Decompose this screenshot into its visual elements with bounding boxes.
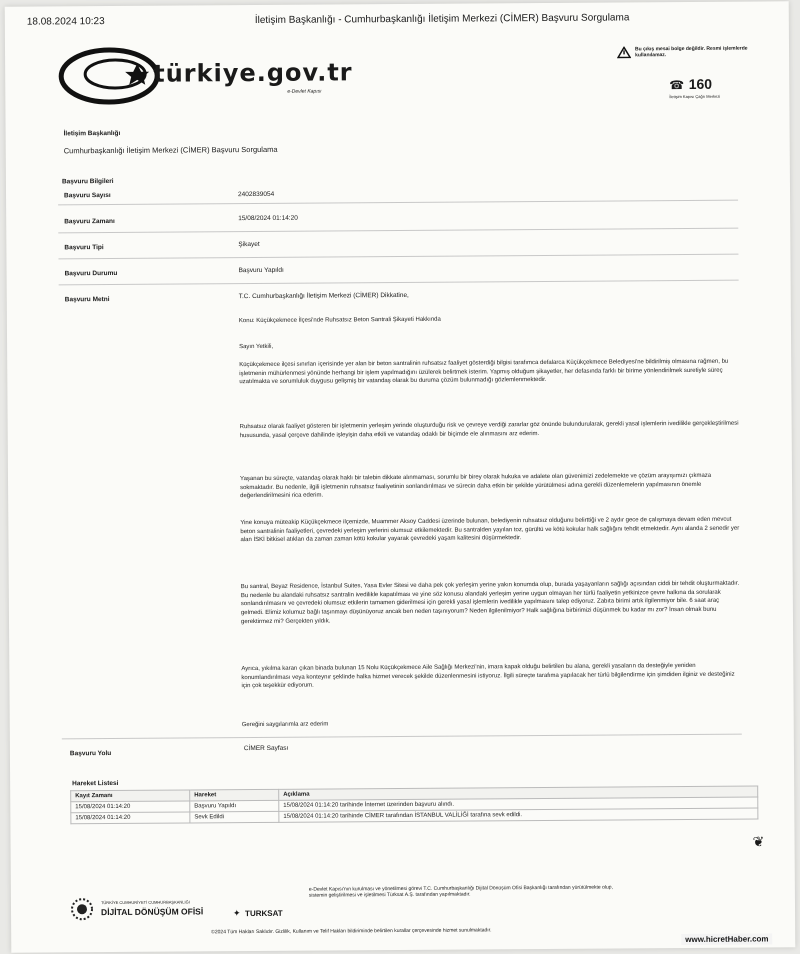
message-paragraph: Bu santral, Beyaz Residence, İstanbul Suites, Yasa Evler Sitesi ve daha pek çok yerleşim yerine yakın konumda olup, burada yaşayanların sağlığı açısından ciddi bir tehdit oluşturmaktadır. Bu nedenle bu alandaki ruhsatsız santralin ivedilikle kapatılması ve yine söz konusu alandaki yerleşim yerine uygun olmayan her türlü faaliyetin yetkinizce çevre halkına da sorularak sonlandırılmasını ve çevredeki olumsuz etkilerin tamamen giderilmesi için gerekli yasal işlemlerin ivedilikle yapılmasını talep ediyoruz. Zabıta birimi artık ilgilenmiyor bile. 6 saat araç gelmedi. Elimiz kolumuz bağlı taşınmayı düşünüyoruz ancak ben neden taşınıyorum? Neden ilgilenilmiyor? Halk sağlığına birbirimizi düşünmek bu kadar mı zor? İnsan olmak bunu gerektirmez mi? Gerçekten yıldık.: [240, 580, 740, 625]
phone-icon: ☎: [669, 78, 685, 93]
footer-info: [309, 883, 761, 898]
footer-info-line: e-Devlet Kapısı'nın kurulması ve yönetilmesi görevi T.C. Cumhurbaşkanlığı Dijital Dönüşüm Ofisi Başkanlığı tarafından yürütülmekte olup,: [308, 884, 613, 893]
print-page-title: İletişim Başkanlığı - Cumhurbaşkanlığı İletişim Merkezi (CİMER) Başvuru Sorgulama: [254, 12, 630, 27]
warning-text: Bu çıkış mesai bolge değildir. Resmi işlemlerde kullanılamaz.: [634, 45, 748, 59]
message-paragraph: Küçükçekmece ilçesi sınırları içerisinde yer alan bir beton santralinin ruhsatsız faaliyet gösterdiği bilgisi tarafımca defalarca Küçükçekmece Belediyesi'ne bildirilmiş olmasına rağmen, bu işletmenin mühürlenmesi yönünde herhangi bir işlem yapılmadığını üzülerek belirtmek isterim. Yapmış olduğum şikayetler, her defasında farklı bir birime yönlendirilmek suretiyle süreç uzatılmakta ve sorumluluk duygusu gelişmiş bir vatandaş olarak bu duruma çözüm bulunmadığı gözlemlenmektedir.: [239, 358, 729, 386]
turksat-icon: ✦: [233, 908, 241, 919]
field-label: Başvuru Metni: [64, 296, 110, 304]
cell-time: 15/08/2024 01:14:20: [71, 812, 190, 824]
row-divider: [58, 228, 738, 234]
field-label: Başvuru Tipi: [64, 244, 104, 252]
dijital-donusum-logo: [69, 895, 229, 918]
org-name: İletişim Başkanlığı: [63, 129, 121, 138]
phone-caption: İletişim Kapısı Çağrı Merkezi: [669, 93, 721, 100]
history-title: Hareket Listesi: [72, 779, 119, 788]
turksat-logo: [233, 903, 283, 921]
history-table: [70, 786, 758, 825]
column-header: Hareket: [190, 789, 279, 801]
field-value: CİMER Sayfası: [243, 744, 289, 753]
call-center[interactable]: [669, 76, 749, 101]
cell-action: Sevk Edildi: [190, 811, 279, 823]
message-closing: Gereğini saygılarımla arz ederim: [241, 721, 329, 729]
row-divider: [58, 254, 738, 260]
message-paragraph: Yaşanan bu süreçte, vatandaş olarak haklı bir talebin dikkate alınmaması, sorumlu bir birey olarak hukuka ve adalete olan güvenimizi zedelemekte ve çözüm arayışımızı çıkmaza sokmaktadır. Bu nedenle, ilgili işletmenin ruhsatsız faaliyetinin sonlandırılması ve sürecin daha etkin bir şekilde yürütülmesi adına gerekli düzenlemelerin yapılmasının önemle değerlendirilmesini rica ederim.: [239, 472, 712, 500]
cell-desc: 15/08/2024 01:14:20 tarihinde CİMER tarafından İSTANBUL VALİLİĞİ tarafına sevk edildi.: [279, 808, 758, 822]
turkiye-gov-logo[interactable]: [57, 42, 377, 108]
footer-info-line: sistemin geliştirilmesi ve işletilmesi Türksat A.Ş. tarafından yapılmaktadır.: [308, 891, 471, 899]
row-divider: [59, 280, 739, 286]
field-value: Şikayet: [238, 240, 260, 249]
print-datetime: 18.08.2024 10:23: [26, 16, 105, 28]
row-divider: [62, 734, 742, 740]
message-paragraph: Ayrıca, yıkılma kararı çıkan binada bulunan 15 Nolu Küçükçekmece Aile Sağlığı Merkezi'nin, imara kapak olduğu belirtilen bu alana, gerekli yasaların da desteğiyle yeniden konumlandırılması veya konteynır şeklinde halka hizmet verecek şekilde düzenlenmesini istiyoruz. İlgili süreçte tarafıma yapılacak her türlü bilgilendirme için şimdiden ilginiz ve desteğiniz için çok teşekkür ediyorum.: [241, 662, 735, 690]
turksat-text: TURKSAT: [245, 908, 283, 919]
row-divider: [58, 200, 738, 206]
field-value: 2402839054: [238, 190, 275, 199]
warning-icon: [617, 46, 631, 58]
cell-action: Başvuru Yapıldı: [190, 800, 279, 812]
dijital-top-text: TÜRKİYE CUMHURİYETİ CUMHURBAŞKANLIĞI: [100, 899, 190, 906]
field-label: Başvuru Zamanı: [64, 217, 115, 226]
message-greeting: Sayın Yetkili,: [239, 343, 274, 351]
phone-number: 160: [688, 75, 713, 92]
section-title: Başvuru Bilgileri: [61, 177, 114, 186]
column-header: Kayıt Zamanı: [71, 790, 190, 802]
e-swoosh-icon: [57, 44, 167, 107]
field-value: Başvuru Yapıldı: [238, 266, 284, 275]
field-value: T.C. Cumhurbaşkanlığı İletişim Merkezi (CİMER) Dikkatine,: [238, 291, 409, 301]
sun-emblem-icon: [69, 896, 95, 922]
message-subject: Konu: Küçükçekmece İlçesi'nde Ruhsatsız Beton Santrali Şikayeti Hakkında: [238, 316, 441, 325]
ink-mark-icon: ❦: [752, 833, 765, 850]
org-page: Cumhurbaşkanlığı İletişim Merkezi (CİMER) Başvuru Sorgulama: [63, 144, 278, 156]
logo-text: türkiye.gov.tr: [153, 58, 353, 88]
watermark[interactable]: www.hicretHaber.com: [681, 933, 772, 945]
message-paragraph: Ruhsatsız olarak faaliyet gösteren bir işletmenin yerleşim yerinde oluşturduğu risk ve çevreye verdiği zararlar göz önünde bulundurularak, gerekli yasal işlemlerin ivedilikle gerçekleştirilmesi hususunda, yasal çerçeve dahilinde işleyişin daha etkili ve vatandaş odaklı bir biçimde ele alınmasını arz ederim.: [239, 420, 739, 439]
document-sheet: [5, 1, 796, 952]
warning-notice: [617, 45, 757, 59]
cell-time: 15/08/2024 01:14:20: [71, 801, 190, 813]
field-label: Başvuru Yolu: [69, 750, 112, 758]
message-paragraph: Yine konuya müteakip Küçükçekmece ilçemizde, Muammer Aksoy Caddesi üzerinde bulunan, belediyenin ruhsatsız olduğunu belirttiği ve 2 aydır gece de çalışmaya devam eden mevcut beton santralinin faaliyetleri, çevredeki yerleşim yerlerini olumsuz etkilemektedir. Bu santralden yayılan toz, gürültü ve kötü kokular halk sağlığını tehdit etmektedir. Aynı alanda 2 senedir yer alan İSKİ bitkisel atıkları da zaman zaman kötü kokular yayarak çevredeki yaşam kalitesini düşürmektedir.: [240, 516, 740, 544]
column-header: Açıklama: [279, 786, 758, 800]
logo-tagline: e-Devlet Kapısı: [287, 88, 322, 95]
field-label: Başvuru Sayısı: [64, 192, 111, 200]
footer-copyright: ©2024 Tüm Hakları Saklıdır. Gizlilik, Kullanım ve Telif Hakları bildiriminde belirtilen kurallar çerçevesinde hizmet sunulmaktadır.: [211, 927, 492, 936]
field-value: 15/08/2024 01:14:20: [238, 214, 298, 223]
cell-desc: 15/08/2024 01:14:20 tarihinde İnternet üzerinden başvuru alındı.: [279, 797, 758, 811]
field-label: Başvuru Durumu: [64, 269, 118, 278]
dijital-main-text: DİJİTAL DÖNÜŞÜM OFİSİ: [100, 906, 204, 918]
